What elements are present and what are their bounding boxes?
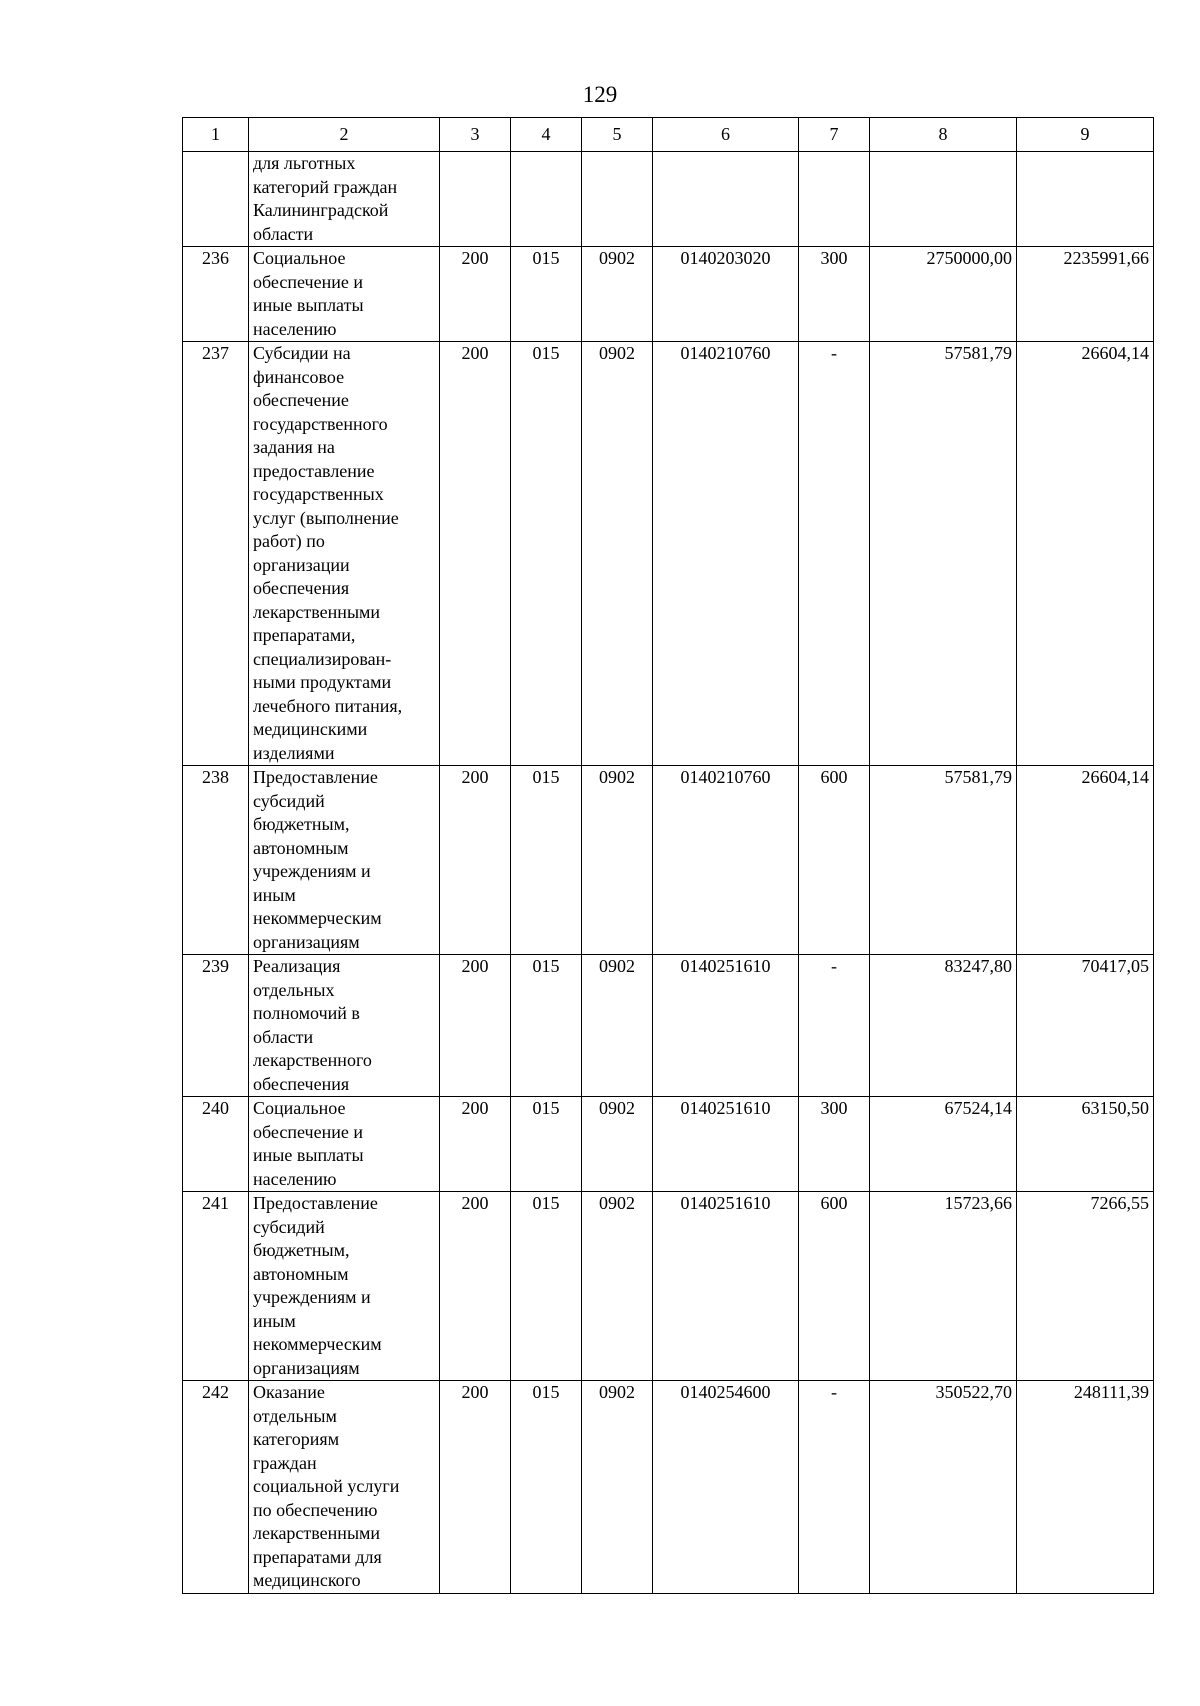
table-row	[183, 1381, 1154, 1594]
col7-cell: -	[799, 342, 870, 766]
header-col-7: 7	[799, 118, 870, 152]
col7-cell: 600	[799, 766, 870, 955]
col6-cell: 0140254600	[653, 1381, 799, 1594]
col5-cell	[582, 152, 653, 247]
row-name-line: обеспечение и	[253, 271, 363, 292]
row-name-line: иные выплаты	[253, 1145, 364, 1165]
col5-cell: 0902	[582, 955, 653, 1097]
row-number-cell: 237	[183, 342, 249, 766]
row-name-line: субсидий	[253, 790, 325, 811]
row-name-line: обеспечение	[253, 390, 349, 410]
row-name-line: иным	[253, 1310, 296, 1331]
col3-cell: 200	[440, 342, 511, 766]
row-name-line: предоставление	[253, 460, 375, 481]
table-row	[183, 1192, 1154, 1381]
row-name-line: отдельных	[253, 979, 335, 1000]
row-name-line: учреждениям и	[253, 861, 371, 881]
table-row	[183, 766, 1154, 955]
col3-cell: 200	[440, 1097, 511, 1192]
col4-cell: 015	[511, 342, 582, 766]
row-name-cell	[249, 955, 440, 1097]
col5-cell: 0902	[582, 1192, 653, 1381]
row-name-line: Реализация	[253, 956, 341, 976]
col3-cell: 200	[440, 955, 511, 1097]
col4-cell: 015	[511, 247, 582, 342]
header-col-1: 1	[183, 118, 249, 152]
col8-cell: 57581,79	[870, 342, 1017, 766]
row-name-line: иным	[253, 884, 296, 905]
col8-cell: 2750000,00	[870, 247, 1017, 342]
row-number-cell: 241	[183, 1192, 249, 1381]
row-name-line: обеспечения	[253, 1073, 350, 1094]
col5-cell: 0902	[582, 1381, 653, 1594]
row-name-cell	[249, 247, 440, 342]
col3-cell: 200	[440, 247, 511, 342]
row-name-line: препаратами,	[253, 625, 356, 645]
row-name-line: обеспечение и	[253, 1121, 363, 1142]
table-row	[183, 247, 1154, 342]
row-name-line: Социальное	[253, 248, 346, 268]
row-name-line: социальной услуги	[253, 1476, 400, 1496]
col5-cell: 0902	[582, 247, 653, 342]
budget-table	[182, 117, 1154, 1594]
row-name-line: лечебного питания,	[253, 695, 403, 716]
row-name-line: государственных	[253, 484, 384, 504]
col7-cell: -	[799, 955, 870, 1097]
col3-cell: 200	[440, 1192, 511, 1381]
col9-cell: 248111,39	[1017, 1381, 1154, 1594]
row-name-line: области	[253, 223, 314, 244]
row-name-cell	[249, 1192, 440, 1381]
row-number-cell: 238	[183, 766, 249, 955]
col5-cell: 0902	[582, 342, 653, 766]
row-name-line: специализирован-	[253, 648, 392, 669]
row-name-cell	[249, 1097, 440, 1192]
col9-cell: 26604,14	[1017, 766, 1154, 955]
col3-cell: 200	[440, 766, 511, 955]
page-number: 129	[582, 82, 618, 107]
header-col-8: 8	[870, 118, 1017, 152]
row-name-line: Оказание	[253, 1382, 325, 1402]
col4-cell: 015	[511, 766, 582, 955]
col8-cell: 67524,14	[870, 1097, 1017, 1192]
row-name-line: организациям	[253, 931, 360, 952]
row-number-cell: 236	[183, 247, 249, 342]
col9-cell: 70417,05	[1017, 955, 1154, 1097]
row-name-line: государственного	[253, 413, 388, 434]
row-name-line: учреждениям и	[253, 1287, 371, 1307]
col9-cell: 26604,14	[1017, 342, 1154, 766]
row-name-line: работ) по	[253, 531, 325, 551]
row-name-line: задания на	[253, 437, 335, 457]
row-name-line: полномочий в	[253, 1003, 360, 1023]
row-name-line: организации	[253, 554, 350, 575]
row-name-cell	[249, 1381, 440, 1594]
row-name-line: автономным	[253, 837, 349, 858]
header-row	[183, 118, 1154, 152]
header-col-2: 2	[249, 118, 440, 152]
row-name-line: субсидий	[253, 1216, 325, 1237]
row-name-line: ными продуктами	[253, 672, 392, 692]
row-name-line: бюджетным,	[253, 1240, 350, 1260]
row-name-line: Предоставление	[253, 767, 378, 787]
col6-cell: 0140251610	[653, 1097, 799, 1192]
row-name-line: медицинского	[253, 1570, 361, 1590]
row-name-line: лекарственного	[253, 1050, 372, 1070]
table-row	[183, 152, 1154, 247]
col4-cell: 015	[511, 1192, 582, 1381]
col9-cell: 63150,50	[1017, 1097, 1154, 1192]
row-name-cell	[249, 152, 440, 247]
col6-cell: 0140251610	[653, 1192, 799, 1381]
col7-cell: 300	[799, 247, 870, 342]
col7-cell: -	[799, 1381, 870, 1594]
col4-cell: 015	[511, 955, 582, 1097]
header-col-9: 9	[1017, 118, 1154, 152]
row-name-line: изделиями	[253, 742, 335, 763]
table-row	[183, 1097, 1154, 1192]
header-col-6: 6	[653, 118, 799, 152]
col3-cell: 200	[440, 1381, 511, 1594]
row-name-line: отдельным	[253, 1405, 337, 1426]
col6-cell: 0140210760	[653, 342, 799, 766]
row-name-line: финансовое	[253, 366, 345, 387]
col6-cell: 0140203020	[653, 247, 799, 342]
row-name-line: иные выплаты	[253, 295, 364, 315]
col8-cell: 350522,70	[870, 1381, 1017, 1594]
col4-cell	[511, 152, 582, 247]
row-name-line: по обеспечению	[253, 1499, 378, 1520]
row-name-line: автономным	[253, 1263, 349, 1284]
row-name-line: некоммерческим	[253, 908, 382, 928]
row-name-line: населению	[253, 318, 337, 339]
col9-cell: 2235991,66	[1017, 247, 1154, 342]
table-row	[183, 955, 1154, 1097]
row-name-line: области	[253, 1026, 314, 1047]
row-name-line: населению	[253, 1168, 337, 1189]
row-name-line: обеспечения	[253, 578, 350, 598]
row-name-line: бюджетным,	[253, 814, 350, 834]
row-name-line: для льготных	[253, 153, 356, 173]
row-name-line: Социальное	[253, 1098, 346, 1118]
row-name-cell	[249, 766, 440, 955]
row-name-line: лекарственными	[253, 1523, 381, 1543]
row-name-line: Предоставление	[253, 1193, 378, 1213]
col3-cell	[440, 152, 511, 247]
table-row	[183, 342, 1154, 766]
row-number-cell: 242	[183, 1381, 249, 1594]
col6-cell	[653, 152, 799, 247]
col6-cell: 0140251610	[653, 955, 799, 1097]
col5-cell: 0902	[582, 1097, 653, 1192]
row-name-line: категорий граждан	[253, 176, 398, 197]
col4-cell: 015	[511, 1097, 582, 1192]
col8-cell: 15723,66	[870, 1192, 1017, 1381]
col8-cell	[870, 152, 1017, 247]
row-name-line: медицинскими	[253, 719, 368, 739]
col8-cell: 83247,80	[870, 955, 1017, 1097]
col4-cell: 015	[511, 1381, 582, 1594]
row-name-line: Субсидии на	[253, 343, 351, 363]
col8-cell: 57581,79	[870, 766, 1017, 955]
row-number-cell: 239	[183, 955, 249, 1097]
row-number-cell	[183, 152, 249, 247]
row-name-line: лекарственными	[253, 601, 381, 622]
header-col-4: 4	[511, 118, 582, 152]
row-name-line: Калининградской	[253, 200, 389, 220]
col7-cell: 600	[799, 1192, 870, 1381]
row-name-line: препаратами для	[253, 1546, 382, 1567]
row-name-line: услуг (выполнение	[253, 507, 399, 528]
table-body	[183, 152, 1154, 1594]
header-col-5: 5	[582, 118, 653, 152]
row-number-cell: 240	[183, 1097, 249, 1192]
col7-cell	[799, 152, 870, 247]
col9-cell: 7266,55	[1017, 1192, 1154, 1381]
col7-cell: 300	[799, 1097, 870, 1192]
row-name-line: некоммерческим	[253, 1334, 382, 1354]
row-name-line: организациям	[253, 1357, 360, 1378]
header-col-3: 3	[440, 118, 511, 152]
col6-cell: 0140210760	[653, 766, 799, 955]
row-name-cell	[249, 342, 440, 766]
col5-cell: 0902	[582, 766, 653, 955]
row-name-line: категориям	[253, 1429, 340, 1449]
col9-cell	[1017, 152, 1154, 247]
row-name-line: граждан	[253, 1452, 317, 1473]
